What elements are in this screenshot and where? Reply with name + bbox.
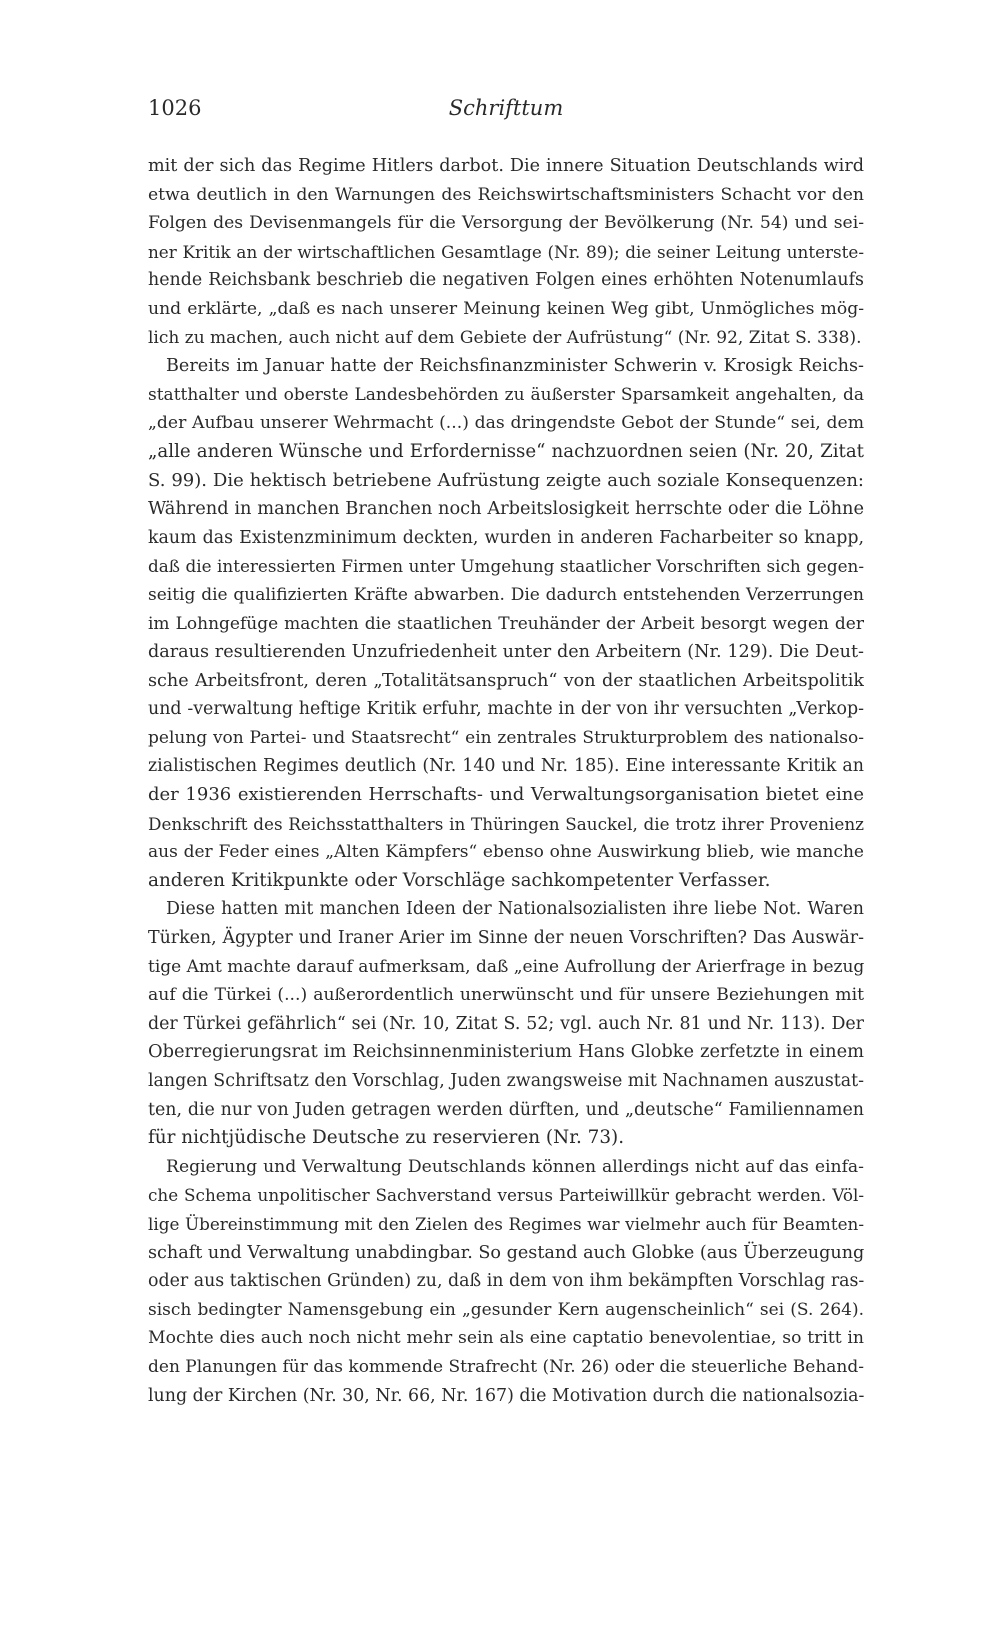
text-line: lige Übereinstimmung mit den Zielen des Regimes war vielmehr auch für Beamten- — [148, 1213, 864, 1234]
text-line: daraus resultierenden Unzufriedenheit unter den Arbeitern (Nr. 129). Die Deut- — [148, 642, 864, 663]
text-line: der 1936 existierenden Herrschafts- und Verwaltungsorganisation bietet eine — [148, 784, 864, 806]
body-text — [148, 152, 864, 1410]
text-line: Oberregierungsrat im Reichsinnenministerium Hans Globke zerfetzte in einem — [148, 1041, 864, 1063]
text-line: Türken, Ägypter und Iraner Arier im Sinne der neuen Vorschriften? Das Auswär- — [148, 928, 864, 949]
text-line: tige Amt machte darauf aufmerksam, daß „eine Aufrollung der Arierfrage in bezug — [148, 956, 864, 977]
text-line: und -verwaltung heftige Kritik erfuhr, machte in der von ihr versuchten „Verkop- — [148, 699, 864, 720]
text-line: und erklärte, „daß es nach unserer Meinung keinen Weg gibt, Unmögliches mög- — [148, 298, 864, 319]
text-line: kaum das Existenzminimum deckten, wurden in anderen Facharbeiter so knapp, — [148, 527, 864, 548]
text-line: pelung von Partei- und Staatsrecht“ ein zentrales Strukturproblem des nationalso- — [148, 727, 864, 748]
text-line: Denkschrift des Reichsstatthalters in Thüringen Sauckel, die trotz ihrer Provenienz — [148, 813, 864, 834]
text-line: langen Schriftsatz den Vorschlag, Juden zwangsweise mit Nachnamen auszustat- — [148, 1071, 864, 1091]
running-title: Schrifttum — [448, 96, 564, 120]
text-line: Diese hatten mit manchen Ideen der Nationalsozialisten ihre liebe Not. Waren — [166, 899, 864, 920]
text-line: anderen Kritikpunkte oder Vorschläge sachkompetenter Verfasser. — [148, 869, 771, 891]
text-line: sche Arbeitsfront, deren „Totalitätsanspruch“ von der staatlichen Arbeitspolitik — [148, 670, 864, 691]
text-line: Regierung und Verwaltung Deutschlands können allerdings nicht auf das einfa- — [166, 1156, 864, 1177]
text-line: S. 99). Die hektisch betriebene Aufrüstung zeigte auch soziale Konsequenzen: — [148, 469, 864, 491]
text-line: che Schema unpolitischer Sachverstand versus Parteiwillkür gebracht werden. Völ- — [148, 1185, 864, 1206]
text-line: auf die Türkei (...) außerordentlich unerwünscht und für unsere Beziehungen mit — [148, 985, 864, 1006]
text-line: ner Kritik an der wirtschaftlichen Gesamtlage (Nr. 89); die seiner Leitung unterste- — [148, 241, 864, 262]
text-line: seitig die qualifizierten Kräfte abwarben. Die dadurch entstehenden Verzerrungen — [148, 584, 864, 605]
page-number: 1026 — [148, 96, 202, 120]
text-line: Folgen des Devisenmangels für die Versorgung der Bevölkerung (Nr. 54) und sei- — [148, 213, 864, 234]
text-line: oder aus taktischen Gründen) zu, daß in dem von ihm bekämpften Vorschlag ras- — [148, 1271, 864, 1292]
text-line: ten, die nur von Juden getragen werden dürften, und „deutsche“ Familiennamen — [148, 1099, 864, 1120]
text-line: lich zu machen, auch nicht auf dem Gebiete der Aufrüstung“ (Nr. 92, Zitat S. 338). — [148, 327, 862, 348]
text-line: Mochte dies auch noch nicht mehr sein als eine captatio benevolentiae, so tritt in — [148, 1328, 864, 1349]
text-line: zialistischen Regimes deutlich (Nr. 140 und Nr. 185). Eine interessante Kritik an — [148, 756, 864, 777]
text-line: „alle anderen Wünsche und Erfordernisse“ nachzuordnen seien (Nr. 20, Zitat — [148, 440, 864, 462]
page-header — [148, 96, 864, 126]
text-line: hende Reichsbank beschrieb die negativen Folgen eines erhöhten Notenumlaufs — [148, 270, 864, 291]
text-line: der Türkei gefährlich“ sei (Nr. 10, Zitat S. 52; vgl. auch Nr. 81 und Nr. 113). Der — [148, 1013, 864, 1034]
text-line: schaft und Verwaltung unabdingbar. So gestand auch Globke (aus Überzeugung — [148, 1242, 864, 1263]
text-line: aus der Feder eines „Alten Kämpfers“ ebenso ohne Auswirkung blieb, wie manche — [148, 842, 864, 863]
text-line: „der Aufbau unserer Wehrmacht (...) das dringendste Gebot der Stunde“ sei, dem — [148, 413, 864, 434]
text-line: mit der sich das Regime Hitlers darbot. Die innere Situation Deutschlands wird — [148, 156, 864, 176]
text-line: lung der Kirchen (Nr. 30, Nr. 66, Nr. 167) die Motivation durch die nationalsozia- — [148, 1385, 864, 1406]
text-line: den Planungen für das kommende Strafrecht (Nr. 26) oder die steuerliche Behand- — [148, 1356, 864, 1377]
text-line: Während in manchen Branchen noch Arbeitslosigkeit herrschte oder die Löhne — [148, 498, 864, 520]
text-line: im Lohngefüge machten die staatlichen Treuhänder der Arbeit besorgt wegen der — [148, 613, 864, 634]
text-line: statthalter und oberste Landesbehörden zu äußerster Sparsamkeit angehalten, da — [148, 384, 864, 405]
text-line: daß die interessierten Firmen unter Umgehung staatlicher Vorschriften sich gegen- — [148, 556, 864, 577]
text-line: Bereits im Januar hatte der Reichsfinanzminister Schwerin v. Krosigk Reichs- — [166, 356, 864, 377]
text-line: sisch bedingter Namensgebung ein „gesunder Kern augenscheinlich“ sei (S. 264). — [148, 1299, 864, 1320]
text-line: für nichtjüdische Deutsche zu reservieren (Nr. 73). — [148, 1127, 625, 1149]
text-line: etwa deutlich in den Warnungen des Reichswirtschaftsministers Schacht vor den — [148, 184, 864, 205]
